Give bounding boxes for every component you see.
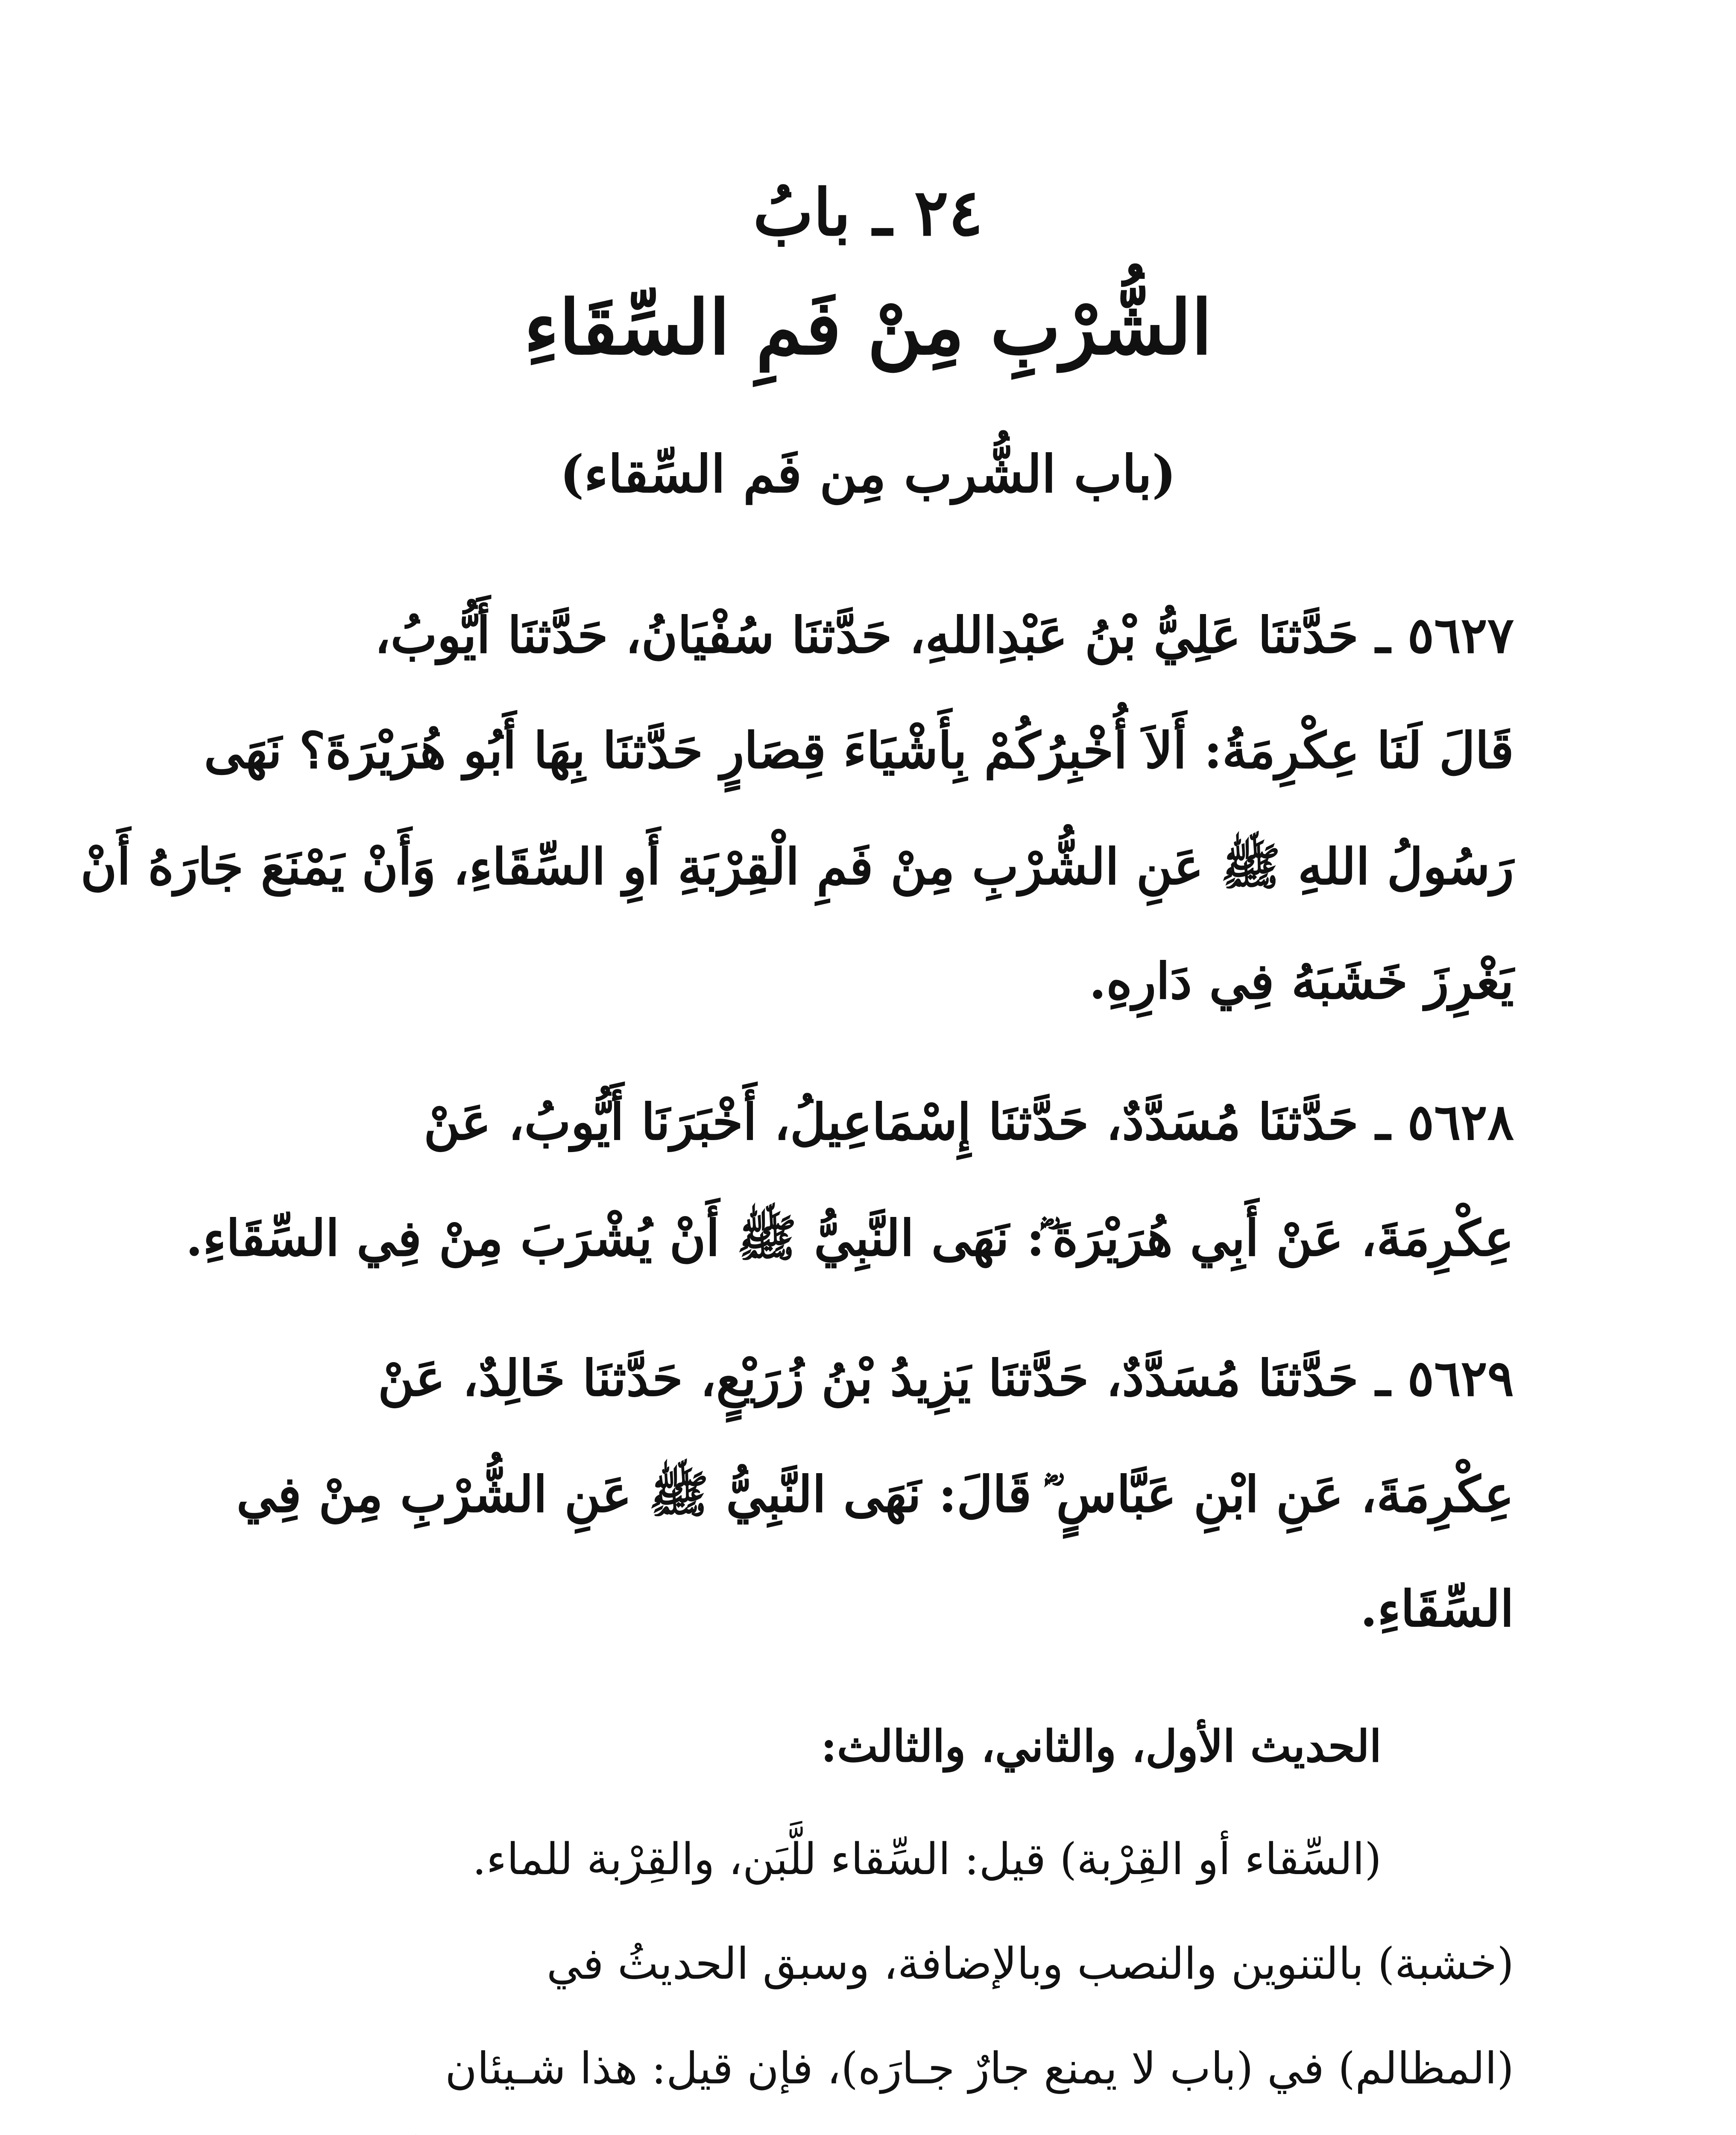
hadith-5627-line-3: رَسُولُ اللهِ ﷺ عَنِ الشُّرْبِ مِنْ فَمِ الْقِرْبَةِ أَوِ السِّقَاءِ، وَأَنْ يَمْنَعَ جَارَهُ أَنْ (80, 838, 1514, 896)
hadith-5627-line-1: ٥٦٢٧ ـ حَدَّثنَا عَلِيُّ بْنُ عَبْدِاللهِ، حَدَّثنَا سُفْيَانُ، حَدَّثنَا أَيُّوبُ، (375, 606, 1514, 664)
hadith-5628-line-1: ٥٦٢٨ ـ حَدَّثنَا مُسَدَّدٌ، حَدَّثنَا إِسْمَاعِيلُ، أَخْبَرَنَا أَيُّوبُ، عَنْ (424, 1093, 1514, 1151)
chapter-title: ٢٤ ـ بابُ (753, 175, 983, 250)
hadith-5629-line-3: السِّقَاءِ. (1360, 1580, 1514, 1638)
hadith-5629-line-1: ٥٦٢٩ ـ حَدَّثنَا مُسَدَّدٌ، حَدَّثنَا يَزِيدُ بْنُ زُرَيْعٍ، حَدَّثنَا خَالِدٌ، عَنْ (378, 1349, 1514, 1407)
hadith-5629-line-2: عِكْرِمَةَ، عَنِ ابْنِ عَبَّاسٍ ؓ قَالَ: نَهَى النَّبِيُّ ﷺ عَنِ الشُّرْبِ مِنْ فِي (236, 1465, 1514, 1524)
hadith-5628-line-2: عِكْرِمَةَ، عَنْ أَبِي هُرَيْرَةَ ؓ: نَهَى النَّبِيُّ ﷺ أَنْ يُشْرَبَ مِنْ فِي السِّقَاءِ. (185, 1209, 1514, 1267)
chapter-heading: الشُّرْبِ مِنْ فَمِ السِّقَاءِ (524, 284, 1212, 371)
hadith-5627-line-2: قَالَ لَنَا عِكْرِمَةُ: أَلاَ أُخْبِرُكُمْ بِأَشْيَاءَ قِصَارٍ حَدَّثنَا بِهَا أَبُو هُرَيْرَةَ؟ نَهَى (204, 722, 1514, 780)
commentary-heading: الحديث الأول، والثاني، والثالث: (821, 1721, 1382, 1772)
commentary-line-3: (المظالم) في (باب لا يمنع جارٌ جـارَه)، فإن قيل: هذا شـيئان (445, 2043, 1514, 2094)
chapter-subheading: (باب الشُّرب مِن فَم السِّقاء) (559, 444, 1177, 504)
hadith-5627-line-4: يَغْرِزَ خَشَبَهُ فِي دَارِهِ. (1089, 952, 1514, 1010)
commentary-line-1: (السِّقاء أو القِرْبة) قيل: السِّقاء للَّبَن، والقِرْبة للماء. (472, 1834, 1382, 1885)
commentary-line-2: (خشبة) بالتنوين والنصب وبالإضافة، وسبق الحديثُ في (546, 1939, 1514, 1989)
